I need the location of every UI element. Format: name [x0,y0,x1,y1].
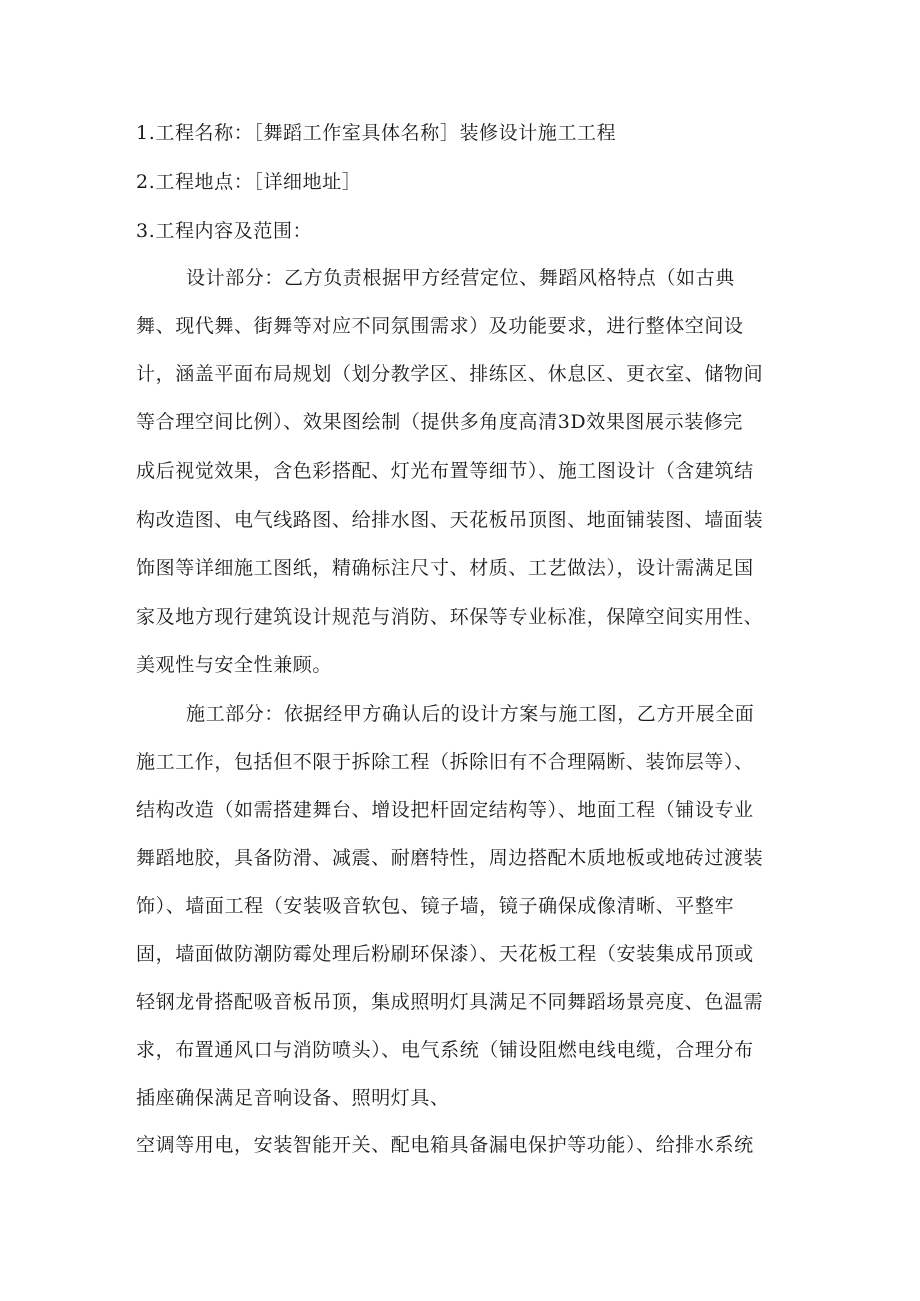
item-value: ［详细地址］ [253,171,362,193]
paragraph-line: 美观性与安全性兼顾。 [136,654,333,676]
paragraph-line: 构改造图、电气线路图、给排水图、天花板吊顶图、地面铺装图、墙面装 [136,509,764,531]
paragraph-line: 施工工作，包括但不限于拆除工程（拆除旧有不合理隔断、装饰层等）、 [136,751,754,773]
paragraph-line: 舞、现代舞、街舞等对应不同氛围需求）及功能要求，进行整体空间设 [136,315,744,337]
paragraph-line: 设计部分：乙方负责根据甲方经营定位、舞蹈风格特点（如古典 [186,267,735,289]
paragraph-line: 插座确保满足音响设备、照明灯具、 [136,1087,450,1109]
paragraph-line: 舞蹈地胶，具备防滑、减震、耐磨特性，周边搭配木质地板或地砖过渡装 [136,847,764,869]
paragraph-line: 空调等用电，安装智能开关、配电箱具备漏电保护等功能）、给排水系统 [136,1134,754,1156]
paragraph-line: 固，墙面做防潮防霉处理后粉刷环保漆）、天花板工程（安装集成吊顶或 [136,943,754,965]
paragraph-line: 饰图等详细施工图纸，精确标注尺寸、材质、工艺做法），设计需满足国 [136,557,754,579]
paragraph-line: 家及地方现行建筑设计规范与消防、环保等专业标准，保障空间实用性、 [136,606,764,628]
item-project-name [136,121,616,145]
item-label: .工程内容及范围： [148,220,313,242]
paragraph-line: 轻钢龙骨搭配吸音板吊顶，集成照明灯具满足不同舞蹈场景亮度、色温需 [136,991,764,1013]
item-value: ［舞蹈工作室具体名称］装修设计施工工程 [253,122,617,144]
item-label: .工程地点： [148,171,254,193]
paragraph-line: 计，涵盖平面布局规划（划分教学区、排练区、休息区、更衣室、储物间 [136,363,764,385]
paragraph-line: 饰）、墙面工程（安装吸音软包、镜子墙，镜子确保成像清晰、平整牢 [136,895,735,917]
paragraph-line: 求，布置通风口与消防喷头）、电气系统（铺设阻燃电线电缆，合理分布 [136,1039,754,1061]
item-number: 1 [136,122,149,144]
item-number: 2 [136,171,149,193]
paragraph-line: 成后视觉效果，含色彩搭配、灯光布置等细节）、施工图设计（含建筑结 [136,460,754,482]
item-number: 3 [136,220,149,242]
item-label: .工程名称： [148,122,254,144]
paragraph-line: 等合理空间比例）、效果图绘制（提供多角度高清3D效果图展示装修完 [136,411,744,433]
paragraph-line: 结构改造（如需搭建舞台、增设把杆固定结构等）、地面工程（铺设专业 [136,799,754,821]
item-project-scope [136,219,312,243]
paragraph-line: 施工部分：依据经甲方确认后的设计方案与施工图，乙方开展全面 [186,703,755,725]
item-project-location [136,170,361,194]
